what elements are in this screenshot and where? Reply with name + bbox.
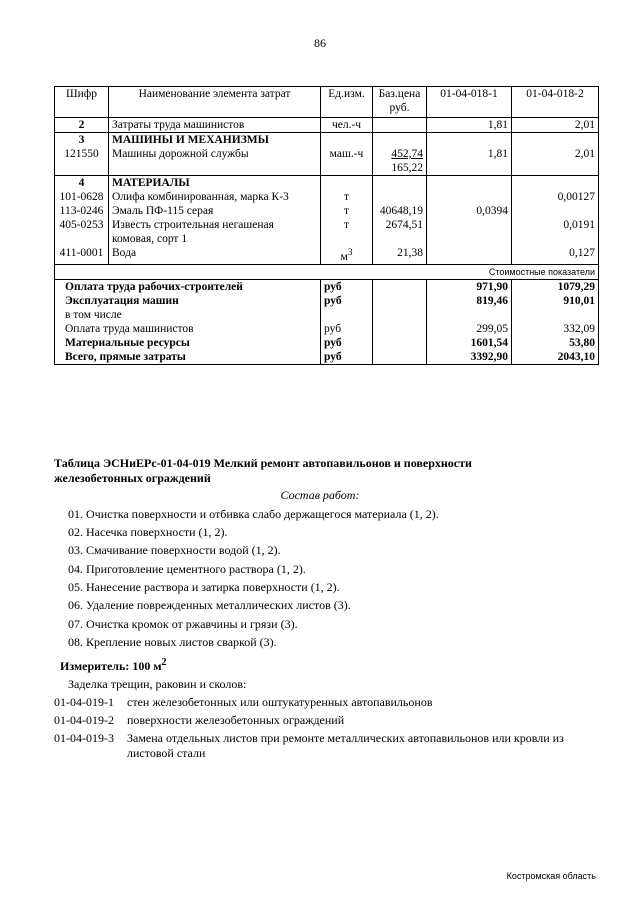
header-base-price: Баз.цена руб. xyxy=(373,87,427,118)
row-name: Машины дорожной службы xyxy=(109,147,321,176)
row-value-2: 2,01 xyxy=(512,118,599,133)
cost-name: в том числе xyxy=(55,308,321,322)
work-item: 04. Приготовление цементного раствора (1, 2). xyxy=(68,562,306,576)
row-name: Затраты труда машинистов xyxy=(109,118,321,133)
table-row xyxy=(55,218,599,246)
row-value-2: 0,00127 xyxy=(512,190,599,204)
work-item: 02. Насечка поверхности (1, 2). xyxy=(68,525,228,539)
row-base xyxy=(373,147,427,176)
entry-code: 01-04-019-1 xyxy=(54,695,114,709)
table-row-labor xyxy=(55,118,599,133)
row-base: 40648,19 xyxy=(373,204,427,218)
row-value-1: 0,0394 xyxy=(427,204,512,218)
cost-unit: руб xyxy=(321,294,373,308)
cost-value-2: 332,09 xyxy=(512,322,599,336)
row-value-1: 1,81 xyxy=(427,118,512,133)
work-item: 05. Нанесение раствора и затирка поверхности (1, 2). xyxy=(68,580,340,594)
cost-value-2: 2043,10 xyxy=(512,350,599,365)
cost-indicators-label: Стоимостные показатели xyxy=(55,264,599,279)
cost-row xyxy=(55,308,599,322)
row-value-2 xyxy=(512,204,599,218)
entry-code: 01-04-019-2 xyxy=(54,713,114,727)
table-row xyxy=(55,204,599,218)
table-row xyxy=(55,147,599,176)
row-base-bottom: 165,22 xyxy=(391,162,423,174)
work-item: 06. Удаление поврежденных металлических листов (3). xyxy=(68,598,351,612)
row-unit: т xyxy=(321,204,373,218)
cost-name: Эксплуатация машин xyxy=(55,294,321,308)
header-unit: Ед.изм. xyxy=(321,87,373,118)
cost-value-2: 53,80 xyxy=(512,336,599,350)
header-rate-2: 01-04-018-2 xyxy=(512,87,599,118)
cost-value-1 xyxy=(427,308,512,322)
row-unit: т xyxy=(321,218,373,246)
row-name: Эмаль ПФ-115 серая xyxy=(109,204,321,218)
cost-value-1: 971,90 xyxy=(427,279,512,294)
subtitle: Заделка трещин, раковин и сколов: xyxy=(68,677,247,691)
row-base: 2674,51 xyxy=(373,218,427,246)
cost-row xyxy=(55,322,599,336)
measure-unit: Измеритель: 100 $м^2$ xyxy=(60,657,167,673)
row-name: МАТЕРИАЛЫ xyxy=(109,176,321,191)
row-base xyxy=(373,118,427,133)
row-value-2: 0,127 xyxy=(512,246,599,264)
section-title-line-2: железобетонных ограждений xyxy=(54,471,211,485)
cost-value-1: 819,46 xyxy=(427,294,512,308)
row-base: 21,38 xyxy=(373,246,427,264)
cost-name: Оплата труда рабочих-строителей xyxy=(55,279,321,294)
cost-value-1: 299,05 xyxy=(427,322,512,336)
cost-unit xyxy=(321,308,373,322)
cost-unit: руб xyxy=(321,350,373,365)
work-item: 01. Очистка поверхности и отбивка слабо держащегося материала (1, 2). xyxy=(68,507,439,521)
row-code: 121550 xyxy=(55,147,109,176)
row-name: Вода xyxy=(109,246,321,264)
cost-unit: руб xyxy=(321,279,373,294)
table-row xyxy=(55,190,599,204)
cost-value-2 xyxy=(512,308,599,322)
works-title: Состав работ: xyxy=(280,488,360,502)
cost-unit: руб xyxy=(321,322,373,336)
entry-text: поверхности железобетонных ограждений xyxy=(127,713,345,727)
cost-indicators-header xyxy=(55,264,599,279)
row-value-2: 2,01 xyxy=(512,147,599,176)
table-row-materials-title xyxy=(55,176,599,191)
entry-code: 01-04-019-3 xyxy=(54,731,114,745)
table-header-row xyxy=(55,87,599,118)
header-name: Наименование элемента затрат xyxy=(109,87,321,118)
row-unit: чел.-ч xyxy=(321,118,373,133)
entry-text: стен железобетонных или оштукатуренных автопавильонов xyxy=(127,695,433,709)
row-base-top: 452,74 xyxy=(391,148,423,160)
row-base xyxy=(373,190,427,204)
row-value-1 xyxy=(427,190,512,204)
row-code: 113-0246 xyxy=(55,204,109,218)
row-value-1 xyxy=(427,218,512,246)
cost-value-1: 1601,54 xyxy=(427,336,512,350)
footer-region: Костромская область xyxy=(506,871,596,881)
row-code: 411-0001 xyxy=(55,246,109,264)
section-title-line-1: Таблица ЭСНиЕРс-01-04-019 Мелкий ремонт автопавильонов и поверхности xyxy=(54,456,472,470)
row-name: МАШИНЫ И МЕХАНИЗМЫ xyxy=(109,133,321,148)
cost-name: Оплата труда машинистов xyxy=(55,322,321,336)
work-item: 08. Крепление новых листов сваркой (3). xyxy=(68,635,277,649)
entry-text: Замена отдельных листов при ремонте металлических автопавильонов или кровли из листовой стали xyxy=(127,731,564,760)
cost-row xyxy=(55,350,599,365)
row-unit: т xyxy=(321,190,373,204)
row-value-1: 1,81 xyxy=(427,147,512,176)
cost-row xyxy=(55,294,599,308)
cost-table xyxy=(54,86,599,365)
cost-name: Материальные ресурсы xyxy=(55,336,321,350)
table-row xyxy=(55,246,599,264)
cost-value-1: 3392,90 xyxy=(427,350,512,365)
header-rate-1: 01-04-018-1 xyxy=(427,87,512,118)
section-title xyxy=(54,456,594,486)
row-code: 405-0253 xyxy=(55,218,109,246)
cost-value-2: 1079,29 xyxy=(512,279,599,294)
cost-name: Всего, прямые затраты xyxy=(55,350,321,365)
row-code: 4 xyxy=(55,176,109,191)
row-unit: $м^3$ xyxy=(321,246,373,264)
header-code: Шифр xyxy=(55,87,109,118)
work-item: 07. Очистка кромок от ржавчины и грязи (3). xyxy=(68,617,298,631)
page-number: 86 xyxy=(314,36,326,50)
row-value-2: 0,0191 xyxy=(512,218,599,246)
row-value-1 xyxy=(427,246,512,264)
cost-row xyxy=(55,279,599,294)
row-code: 101-0628 xyxy=(55,190,109,204)
row-code: 2 xyxy=(55,118,109,133)
row-name: Известь строительная негашеная комовая, сорт 1 xyxy=(109,218,321,246)
row-code: 3 xyxy=(55,133,109,148)
cost-unit: руб xyxy=(321,336,373,350)
table-row-machines-title xyxy=(55,133,599,148)
row-unit: маш.-ч xyxy=(321,147,373,176)
work-item: 03. Смачивание поверхности водой (1, 2). xyxy=(68,543,281,557)
row-name: Олифа комбинированная, марка К-3 xyxy=(109,190,321,204)
cost-row xyxy=(55,336,599,350)
cost-value-2: 910,01 xyxy=(512,294,599,308)
